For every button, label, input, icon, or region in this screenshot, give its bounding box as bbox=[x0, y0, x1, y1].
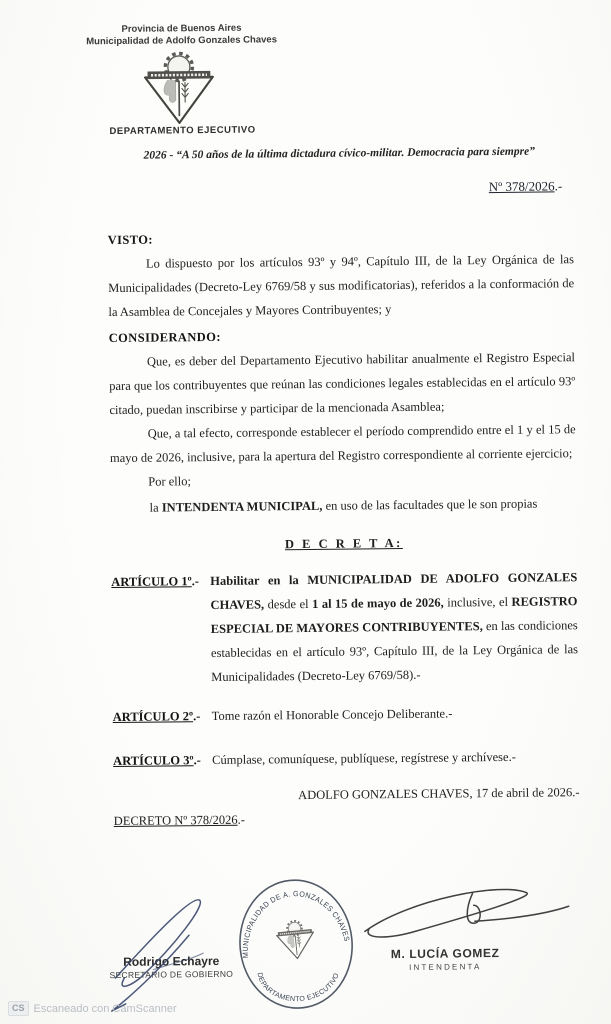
stamp-top-text: MUNICIPALIDAD DE A. GONZALES CHAVES bbox=[240, 889, 352, 959]
svg-text:DEPARTAMENTO EJECUTIVO bbox=[256, 964, 344, 1007]
article-2-label: ARTÍCULO 2º.- bbox=[112, 709, 201, 725]
visto-heading: VISTO: bbox=[107, 232, 153, 248]
camscanner-watermark bbox=[8, 1001, 177, 1016]
secretary-title: SECRETARIO DE GOBIERNO bbox=[109, 968, 234, 981]
municipality-name: Municipalidad de Adolfo Gonzales Chaves bbox=[86, 34, 278, 48]
article-1-label: ARTÍCULO 1º.- bbox=[111, 574, 200, 590]
decree-text bbox=[108, 223, 580, 833]
article-3-label: ARTÍCULO 3º.- bbox=[113, 753, 201, 769]
authority-line: la INTENDENTA MUNICIPAL, en uso de las facultades que le son propias bbox=[149, 496, 538, 515]
municipal-shield-icon bbox=[136, 48, 223, 127]
decree-number: Nº 378/2026.- bbox=[488, 178, 563, 195]
intendenta-name: M. LUCÍA GOMEZ bbox=[390, 945, 500, 962]
article-1-body: Habilitar en la MUNICIPALIDAD DE ADOLFO GONZALES CHAVES, desde el 1 al 15 de mayo de 2026, inclusive, el REGISTRO ESPECIAL DE MAYORES CONTRIBUYENTES, en las condiciones establecidas en el artículo 93º, Capítulo III, de la Ley Orgánica de las Municipalidades (Decreto-Ley 6769/58).- bbox=[210, 570, 579, 684]
year-motto: 2026 - “A 50 años de la última dictadura cívico-militar. Democracia para siempre” bbox=[143, 145, 535, 162]
secretary-name: Rodrigo Echayre bbox=[123, 953, 220, 969]
intendenta-signature bbox=[354, 877, 577, 957]
camscanner-text: Escaneado con CamScanner bbox=[33, 1002, 177, 1015]
intendenta-title: INTENDENTA bbox=[408, 962, 482, 972]
decree-reference: DECRETO Nº 378/2026.- bbox=[113, 812, 245, 829]
considerando-heading: CONSIDERANDO: bbox=[108, 329, 221, 346]
camscanner-badge-icon: CS bbox=[8, 1001, 29, 1016]
secretary-signature bbox=[92, 878, 263, 1016]
decreta-heading: D E C R E T A: bbox=[284, 535, 403, 552]
article-3-body: Cúmplase, comuníquese, publíquese, regístrese y archívese.- bbox=[212, 749, 516, 767]
article-2 bbox=[113, 700, 579, 729]
stamp-shield-icon bbox=[275, 919, 315, 960]
visto-paragraph: Lo dispuesto por los artículos 93º y 94º, Capítulo III, de la Ley Orgánica de las Municipalidades (Decreto-Ley 6769/58 y sus modificatorias), referidos a la conformación de la Asamblea de Concejales y Mayores Contribuyentes; y bbox=[108, 252, 575, 320]
place-and-date: ADOLFO GONZALES CHAVES, 17 de abril de 2026.- bbox=[298, 785, 580, 803]
stamp-bottom-text: DEPARTAMENTO EJECUTIVO bbox=[255, 971, 341, 1004]
province-name: Provincia de Buenos Aires bbox=[121, 22, 242, 35]
letterhead bbox=[50, 22, 312, 49]
considerando-paragraph: Que, a tal efecto, corresponde establecer el período comprendido entre el 1 y el 15 de mayo de 2026, inclusive, para la apertura del Registro correspondiente al corriente ejercicio; bbox=[109, 422, 576, 466]
article-1 bbox=[111, 565, 578, 690]
article-2-body: Tome razón el Honorable Concejo Deliberante.- bbox=[211, 706, 453, 723]
considerando-paragraph: Que, es deber del Departamento Ejecutivo habilitar anualmente el Registro Especial para que los contribuyentes que reúnan las condiciones legales establecidas en el artículo 93º citado, puedan inscribirse y participar de la mencionada Asamblea; bbox=[109, 350, 576, 418]
article-3 bbox=[113, 744, 579, 773]
considerando-paragraph: Por ello; bbox=[148, 474, 191, 489]
department-label: DEPARTAMENTO EJECUTIVO bbox=[109, 124, 256, 138]
